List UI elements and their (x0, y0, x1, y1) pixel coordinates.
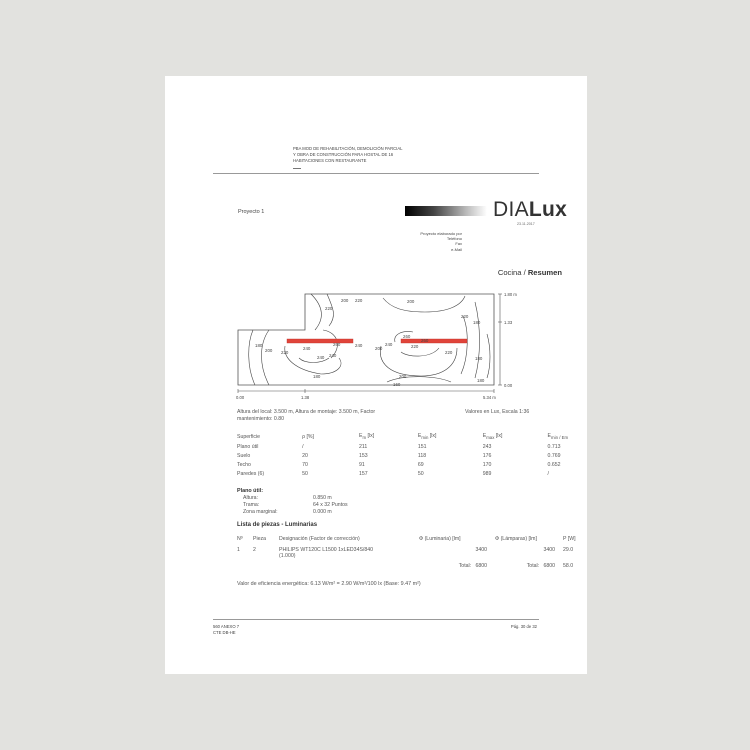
document-date: 23.11.2017 (517, 222, 535, 226)
y-tick-label: 1.80 m (504, 292, 517, 297)
table-cell: 118 (417, 452, 427, 459)
plano-util-value: 64 x 32 Puntos (313, 502, 348, 508)
document-page (165, 76, 587, 674)
table-cell: 0.713 (547, 443, 561, 450)
efficiency-note: Valor de eficiencia energética: 6.13 W/m² = 2.90 W/m²/100 lx (Base: 9.47 m²) (237, 581, 421, 587)
room-info-line: Altura del local: 3.500 m, Altura de montaje: 3.500 m, Factor (237, 409, 376, 415)
table-header: Φ (Lámparas) [lm] (495, 536, 537, 542)
table-cell: 69 (417, 461, 424, 468)
table-cell: 176 (482, 452, 492, 459)
table-cell: Techo (237, 461, 251, 468)
table-header: $E_{max}$ [lx] (482, 433, 503, 441)
table-header: ρ [%] (302, 434, 314, 440)
contour-label: 200 (407, 299, 415, 304)
table-header: $E_{min}$ [lx] (417, 433, 437, 441)
table-cell: 989 (482, 470, 492, 477)
table-header: Φ (Luminaria) [lm] (419, 536, 461, 542)
dialux-logo: DIALux (493, 198, 568, 221)
plano-util-label: Zona marginal: (243, 509, 278, 515)
table-cell: 170 (482, 461, 492, 468)
contour-label: 220 (325, 306, 333, 311)
prepared-by-block: Proyecto elaborado por Teléfono Fax e-Mail (420, 231, 462, 252)
table-row (237, 547, 587, 563)
page-title: Cocina / Resumen (497, 268, 562, 277)
luminaire-right (401, 339, 467, 343)
contour-label: 260 (333, 342, 341, 347)
table-cell: 2 (253, 547, 256, 553)
contour-label: 220 (355, 298, 363, 303)
plano-util-label: Trama: (243, 502, 260, 508)
contour-label: 240 (317, 355, 325, 360)
table-row (237, 460, 587, 469)
table-cell: 70 (302, 461, 308, 468)
luminaire-left (287, 339, 353, 343)
contour-label: 260 (421, 338, 429, 343)
table-header: $E_{min / Em}$ (547, 433, 569, 441)
table-row (237, 563, 587, 569)
x-tick-label: 5.34 m (483, 395, 496, 400)
table-cell: 1 (237, 547, 240, 553)
contour-label: 220 (461, 314, 469, 319)
table-header-row (237, 432, 587, 442)
page-number: Pág. 30 de 32 (510, 624, 537, 629)
table-cell: Plano útil (237, 443, 259, 450)
x-tick-label: 0.00 (236, 395, 245, 400)
footer-left: 560 ANEXO 7 CTE DB-HE (213, 624, 240, 635)
y-tick-label: 1.33 (504, 320, 513, 325)
x-tick-label: 1.38 (301, 395, 310, 400)
y-tick-label: 0.00 (504, 383, 513, 388)
table-cell: 211 (359, 443, 368, 450)
contour-label: 240 (329, 353, 337, 358)
room-info (237, 409, 427, 423)
contour-label: 220 (411, 344, 419, 349)
table-cell: 153 (359, 452, 368, 459)
contour-label: 260 (403, 334, 411, 339)
table-cell: / (302, 443, 304, 450)
table-cell: PHILIPS WT120C L1500 1xLED34S/840 (1.000) (279, 547, 374, 559)
table-cell: 0.769 (547, 452, 561, 459)
contour-label: 180 (473, 320, 481, 325)
table-cell: 3400 (543, 547, 555, 553)
table-row (237, 469, 587, 478)
project-name: Proyecto 1 (238, 209, 265, 215)
isolux-plan (225, 286, 525, 411)
luminaires-title: Lista de piezas - Luminarias (237, 522, 318, 528)
contour-label: 160 (393, 382, 401, 387)
contour-label: 180 (477, 378, 485, 383)
header-dash (293, 168, 301, 169)
table-cell: 91 (359, 461, 365, 468)
table-header: Pieza (253, 536, 266, 542)
footer-rule (213, 619, 539, 620)
table-row (237, 451, 587, 460)
contour-label: 180 (255, 343, 263, 348)
contour-label: 200 (399, 374, 407, 379)
plano-util-value: 0.850 m (313, 495, 332, 501)
table-cell: 151 (417, 443, 427, 450)
contour-label: 200 (341, 298, 349, 303)
plano-util-label: Altura: (243, 495, 258, 501)
table-cell: Total: 6800 (526, 563, 555, 569)
table-header: Designación (Factor de corrección) (279, 536, 360, 542)
contour-label: 220 (445, 350, 453, 355)
table-cell: 20 (302, 452, 308, 459)
table-cell: Total: 6800 (458, 563, 487, 569)
contour-label: 200 (265, 348, 273, 353)
table-cell: 0.652 (547, 461, 561, 468)
table-cell: 29.0 (563, 547, 574, 553)
table-cell: 157 (359, 470, 368, 477)
surfaces-table (237, 432, 587, 478)
table-header: $E_m$ [lx] (359, 433, 375, 441)
contour-label: 240 (385, 342, 393, 347)
contour-label: 180 (475, 356, 483, 361)
table-row (237, 442, 587, 451)
project-header: PBA MOD DE REHABILITACIÓN, DEMOLICIÓN PARCIAL Y OBRA DE CONSTRUCCIÓN PARA HOSTAL DE 16 HABITACIONES CON RESTAURANTE (293, 146, 403, 163)
table-header: Nº (237, 536, 243, 542)
contour-label: 240 (355, 343, 363, 348)
contour-label: 200 (375, 346, 383, 351)
table-cell: Paredes (6) (237, 470, 265, 477)
table-cell: 50 (417, 470, 424, 477)
room-info-line: mantenimiento: 0.80 (237, 416, 285, 422)
plano-util-title: Plano útil: (237, 488, 264, 494)
luminaires-table (237, 536, 587, 569)
contour-label: 180 (313, 374, 321, 379)
table-cell: 3400 (475, 547, 487, 553)
logo-gradient-bar (405, 206, 487, 216)
table-header: P [W] (563, 536, 576, 542)
contour-label: 220 (281, 350, 289, 355)
table-cell: 50 (302, 470, 308, 477)
plano-util-value: 0.000 m (313, 509, 332, 515)
table-cell: Suelo (237, 452, 251, 459)
header-rule (213, 173, 539, 174)
values-note: Valores en Lux, Escala 1:36 (465, 409, 530, 415)
table-cell: / (547, 470, 549, 477)
table-cell: 58.0 (563, 563, 574, 569)
contour-label: 240 (303, 346, 311, 351)
table-cell: 243 (482, 443, 492, 450)
table-header: Superficie (237, 434, 261, 440)
table-header-row (237, 536, 587, 547)
